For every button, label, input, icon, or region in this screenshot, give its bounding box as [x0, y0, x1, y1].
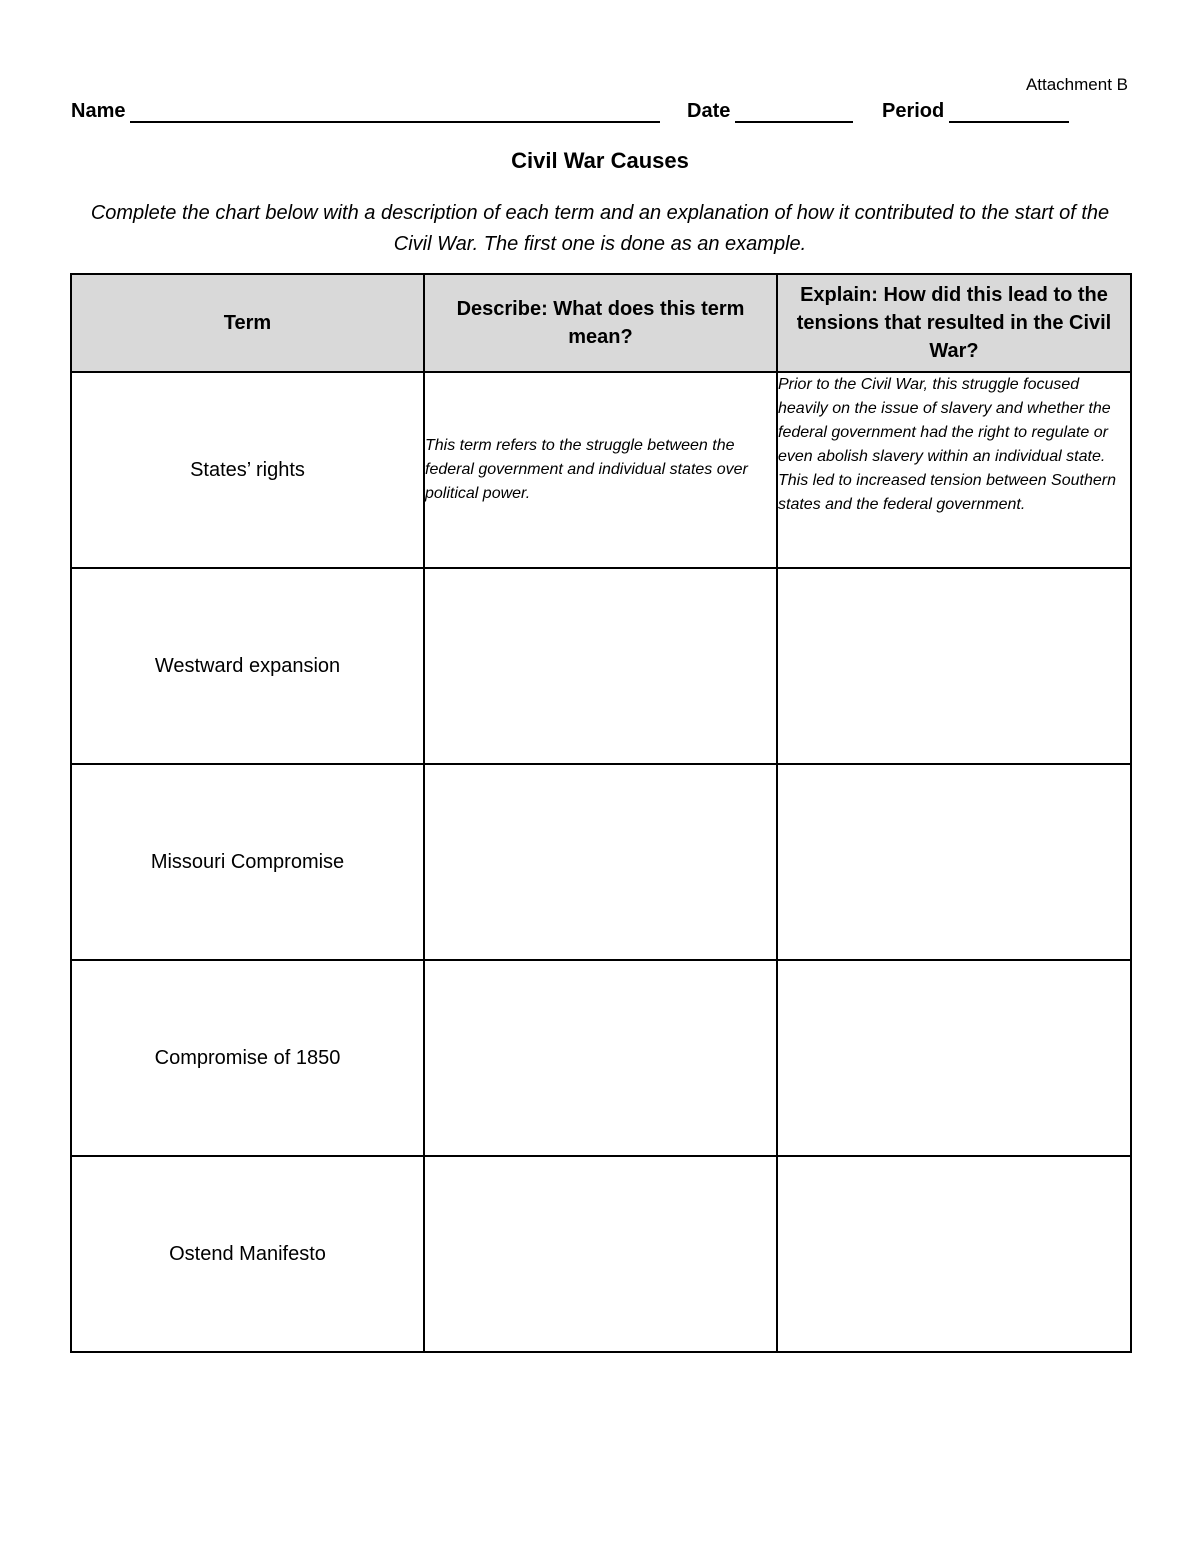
describe-cell[interactable]	[424, 960, 777, 1156]
term-cell: Westward expansion	[71, 568, 424, 764]
describe-cell: This term refers to the struggle between the federal government and individual states over political power.	[424, 372, 777, 568]
term-cell: Missouri Compromise	[71, 764, 424, 960]
describe-cell[interactable]	[424, 568, 777, 764]
explain-cell[interactable]	[777, 1156, 1131, 1352]
page-title: Civil War Causes	[511, 148, 689, 173]
period-blank-line[interactable]	[949, 101, 1069, 123]
period-field	[882, 100, 1069, 123]
table-row	[71, 960, 1131, 1156]
describe-cell[interactable]	[424, 1156, 777, 1352]
table-row	[71, 764, 1131, 960]
attachment-label: Attachment B	[1025, 75, 1128, 94]
explain-cell: Prior to the Civil War, this struggle focused heavily on the issue of slavery and whether the federal government had the right to regulate or even abolish slavery within an individual state. This led to increased tension between Southern states and the federal government.	[777, 372, 1131, 568]
explain-cell[interactable]	[777, 568, 1131, 764]
name-label: Name	[71, 100, 126, 122]
term-cell: Compromise of 1850	[71, 960, 424, 1156]
name-blank-line[interactable]	[130, 101, 660, 123]
explain-cell[interactable]	[777, 764, 1131, 960]
explain-cell[interactable]	[777, 960, 1131, 1156]
name-field	[71, 100, 660, 123]
column-header-term: Term	[71, 274, 424, 372]
instructions-text: Complete the chart below with a description of each term and an explanation of how it contributed to the start of the Civil War. The first one is done as an example.	[90, 202, 1110, 255]
column-header-describe: Describe: What does this term mean?	[424, 274, 777, 372]
student-info-header	[71, 100, 1129, 128]
date-field	[687, 100, 853, 123]
table-row	[71, 372, 1131, 568]
chart-header-row	[71, 274, 1131, 372]
date-blank-line[interactable]	[735, 101, 853, 123]
period-label: Period	[882, 100, 945, 122]
column-header-explain: Explain: How did this lead to the tensions that resulted in the Civil War?	[777, 274, 1131, 372]
causes-chart	[70, 273, 1132, 1353]
table-row	[71, 1156, 1131, 1352]
describe-cell[interactable]	[424, 764, 777, 960]
table-row	[71, 568, 1131, 764]
term-cell: States’ rights	[71, 372, 424, 568]
date-label: Date	[687, 100, 731, 122]
term-cell: Ostend Manifesto	[71, 1156, 424, 1352]
